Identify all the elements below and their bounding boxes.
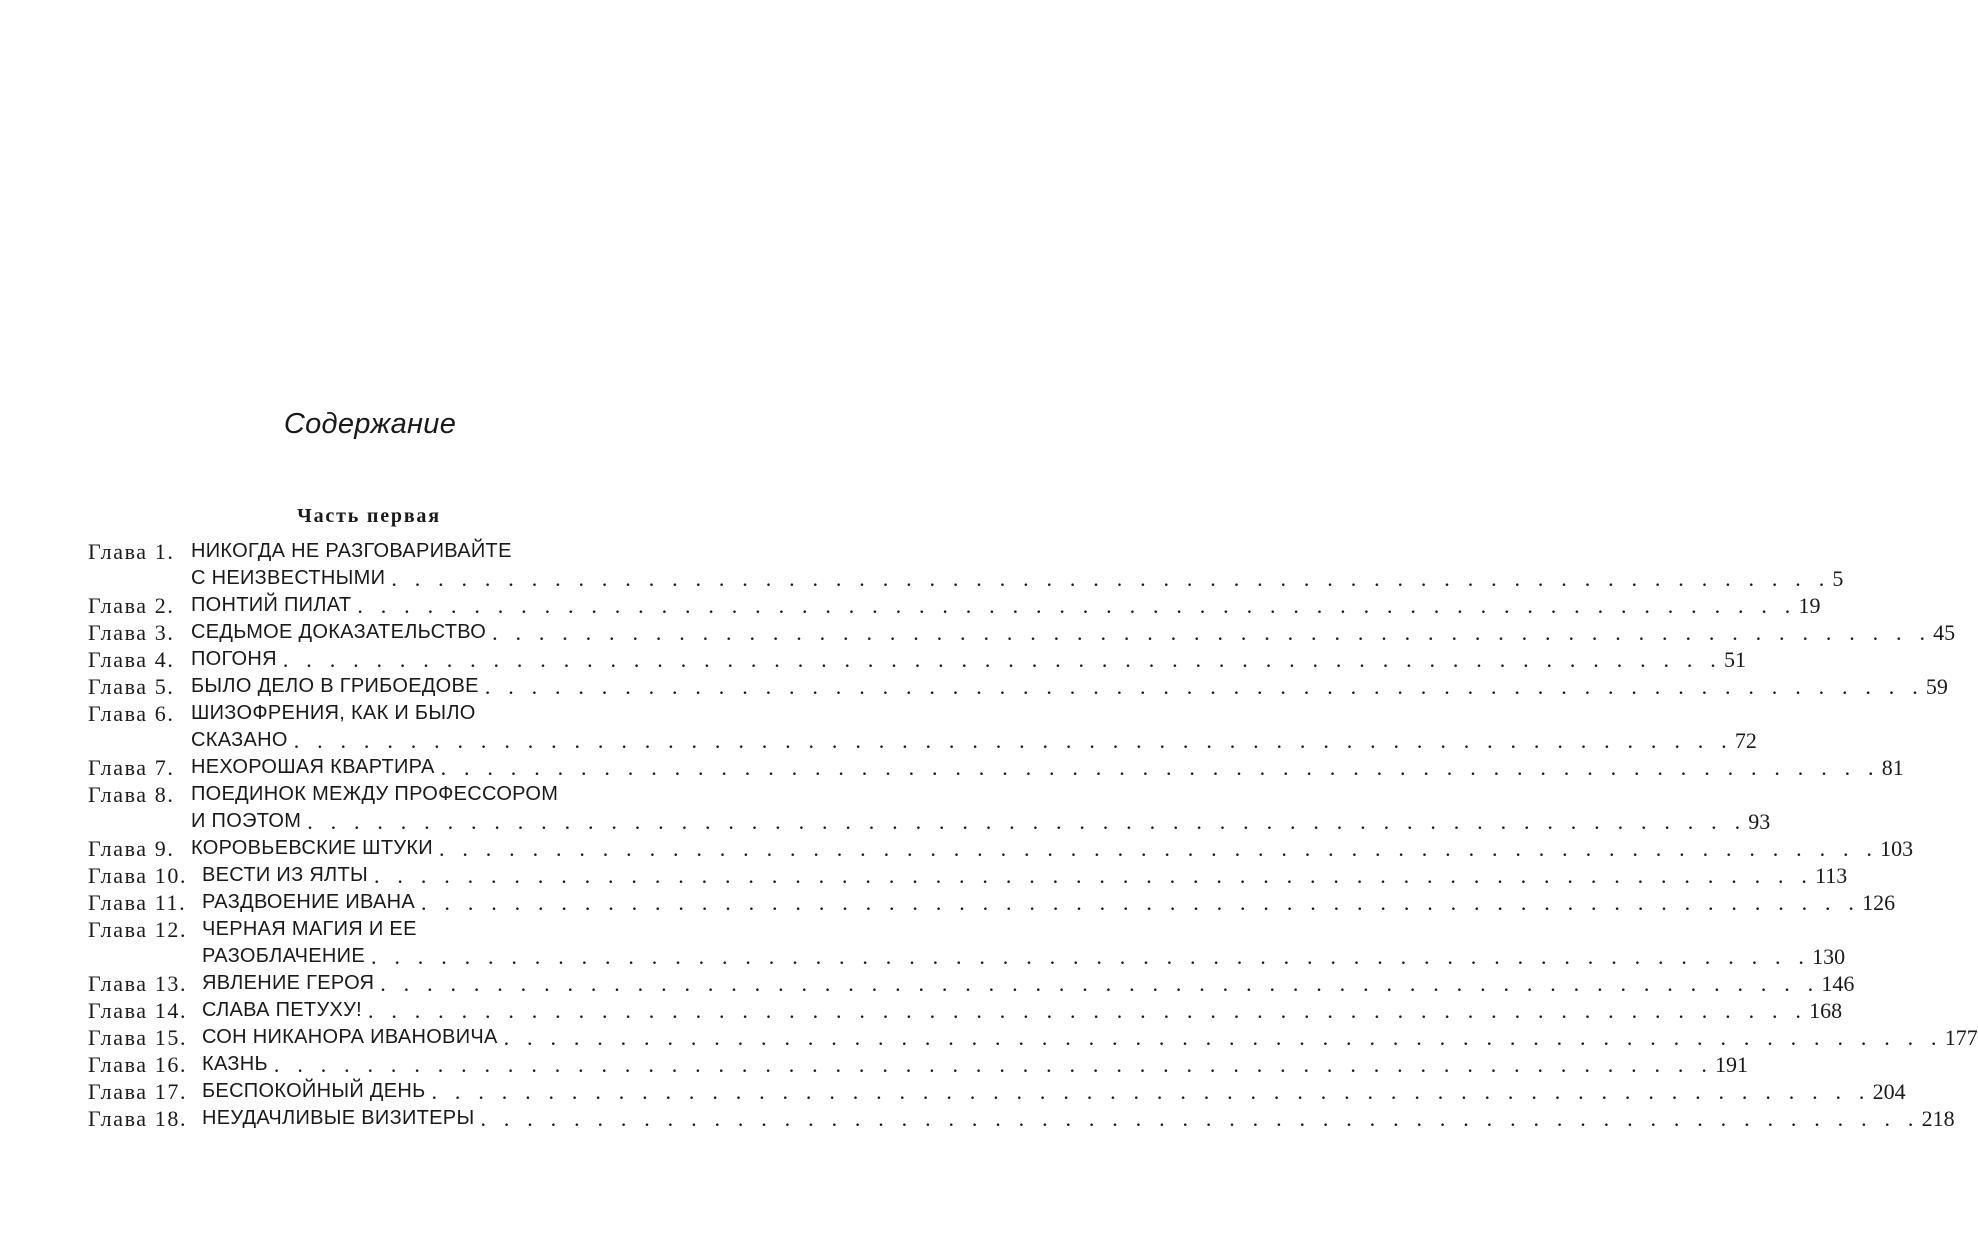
chapter-title-line: [191, 673, 1948, 700]
chapter-title-line: [191, 835, 1914, 862]
toc-entry[interactable]: [88, 970, 1855, 997]
page-number: 51: [1724, 647, 1746, 672]
toc-line: [88, 1024, 1978, 1051]
leader-dots: . . . . . . . . . . . . . . . . . . . . . . . . . . . . . . . . . . . . . . . . . . . . . . . . . . . . . . . . . . . . . .: [503, 1025, 1943, 1050]
chapter-title: ЧЕРНАЯ МАГИЯ И ЕЕ: [202, 918, 417, 940]
toc-line: [88, 619, 1956, 646]
chapter-title-line: [191, 646, 1746, 673]
chapter-label: Глава 2.: [88, 593, 175, 618]
chapter-label: Глава 16.: [88, 1052, 188, 1077]
chapter-title: ПОГОНЯ: [191, 648, 277, 670]
chapter-title-line: [202, 1024, 1978, 1051]
page-number: 168: [1809, 998, 1843, 1023]
chapter-title-line: [191, 619, 1956, 646]
toc-entry[interactable]: [88, 619, 1956, 646]
chapter-title: ШИЗОФРЕНИЯ, КАК И БЫЛО: [191, 702, 476, 724]
chapter-label: Глава 3.: [88, 620, 175, 645]
leader-dots: . . . . . . . . . . . . . . . . . . . . . . . . . . . . . . . . . . . . . . . . . . . . . . . . . . . . . . . . . . . . . .: [374, 863, 1814, 888]
chapter-title-line: [202, 1078, 1906, 1105]
toc-line: [88, 700, 644, 727]
toc-entry[interactable]: [88, 592, 1821, 619]
leader-dots: . . . . . . . . . . . . . . . . . . . . . . . . . . . . . . . . . . . . . . . . . . . . . . . . . . . . . . . . . . . . . .: [480, 1106, 1920, 1131]
chapter-title: И ПОЭТОМ: [191, 810, 302, 832]
toc-entry[interactable]: [88, 916, 1846, 970]
chapter-title-line: [202, 1051, 1749, 1078]
toc-entry[interactable]: [88, 673, 1948, 700]
toc-entry[interactable]: [88, 1051, 1749, 1078]
chapter-label: Глава 10.: [88, 863, 188, 888]
toc-entry[interactable]: [88, 1024, 1978, 1051]
toc-line: [88, 1105, 1955, 1132]
toc-entry[interactable]: [88, 700, 1757, 754]
toc-line: [88, 646, 1746, 673]
toc-line: [88, 565, 1844, 592]
toc-line: [88, 916, 644, 943]
leader-dots: . . . . . . . . . . . . . . . . . . . . . . . . . . . . . . . . . . . . . . . . . . . . . . . . . . . . . . . . . . . . . .: [484, 674, 1924, 699]
toc-line: [88, 538, 644, 565]
page-number: 93: [1748, 809, 1771, 834]
toc-line: [88, 889, 1896, 916]
chapter-title: ВЕСТИ ИЗ ЯЛТЫ: [202, 864, 369, 886]
leader-dots: . . . . . . . . . . . . . . . . . . . . . . . . . . . . . . . . . . . . . . . . . . . . . . . . . . . . . . . . . . . . . .: [273, 1052, 1714, 1077]
leader-dots: . . . . . . . . . . . . . . . . . . . . . . . . . . . . . . . . . . . . . . . . . . . . . . . . . . . . . . . . . . . . . .: [307, 809, 1747, 834]
page-number: 218: [1921, 1106, 1955, 1131]
chapter-title-line: [191, 808, 1771, 835]
toc-entry[interactable]: [88, 646, 1746, 673]
toc-line: [88, 808, 1771, 835]
chapter-title-line: [191, 781, 644, 808]
chapter-title-line: [202, 943, 1846, 970]
chapter-label: Глава 9.: [88, 836, 175, 861]
chapter-title: НИКОГДА НЕ РАЗГОВАРИВАЙТЕ: [191, 540, 512, 562]
chapter-label: Глава 1.: [88, 539, 175, 564]
toc-line: [88, 1051, 1749, 1078]
page-number: 191: [1715, 1052, 1749, 1077]
page-number: 177: [1944, 1025, 1978, 1050]
chapter-title: НЕУДАЧЛИВЫЕ ВИЗИТЕРЫ: [202, 1107, 475, 1129]
leader-dots: . . . . . . . . . . . . . . . . . . . . . . . . . . . . . . . . . . . . . . . . . . . . . . . . . . . . . . . . . . . . . .: [293, 728, 1733, 753]
part-title: Часть первая: [297, 505, 441, 527]
chapter-title: СОН НИКАНОРА ИВАНОВИЧА: [202, 1026, 498, 1048]
chapter-label: Глава 7.: [88, 755, 175, 780]
toc-line: [88, 673, 1948, 700]
leader-dots: . . . . . . . . . . . . . . . . . . . . . . . . . . . . . . . . . . . . . . . . . . . . . . . . . . . . . . . . . . . . . .: [421, 890, 1861, 915]
chapter-title-line: [191, 565, 1844, 592]
toc-line: [88, 727, 1757, 754]
toc-line: [88, 997, 1843, 1024]
page-number: 130: [1812, 944, 1846, 969]
toc-line: [88, 835, 1914, 862]
chapter-title: ЯВЛЕНИЕ ГЕРОЯ: [202, 972, 375, 994]
chapter-title-line: [191, 727, 1757, 754]
page-number: 204: [1872, 1079, 1906, 1104]
chapter-label: Глава 4.: [88, 647, 175, 672]
chapter-title-line: [191, 538, 644, 565]
chapter-title-line: [202, 862, 1848, 889]
chapter-label: Глава 14.: [88, 998, 188, 1023]
toc-line: [88, 781, 644, 808]
toc-entry[interactable]: [88, 781, 1771, 835]
chapter-label: Глава 11.: [88, 890, 187, 915]
leader-dots: . . . . . . . . . . . . . . . . . . . . . . . . . . . . . . . . . . . . . . . . . . . . . . . . . . . . . . . . . . . . . .: [431, 1079, 1871, 1104]
toc-line: [88, 754, 1904, 781]
toc-line: [88, 970, 1855, 997]
page-number: 126: [1862, 890, 1896, 915]
page-number: 72: [1734, 728, 1757, 753]
toc-entry[interactable]: [88, 862, 1848, 889]
chapter-title: БЕСПОКОЙНЫЙ ДЕНЬ: [202, 1080, 426, 1102]
chapter-label: Глава 8.: [88, 782, 175, 807]
chapter-title-line: [202, 1105, 1955, 1132]
chapter-label: Глава 12.: [88, 917, 188, 942]
page-title: Содержание: [283, 408, 457, 440]
chapter-label: Глава 15.: [88, 1025, 188, 1050]
chapter-title: СЛАВА ПЕТУХУ!: [202, 999, 362, 1021]
chapter-title: РАЗОБЛАЧЕНИЕ: [202, 945, 365, 967]
leader-dots: . . . . . . . . . . . . . . . . . . . . . . . . . . . . . . . . . . . . . . . . . . . . . . . . . . . . . . . . . . . . . .: [391, 566, 1831, 591]
chapter-title: СКАЗАНО: [191, 729, 288, 751]
toc-entry[interactable]: [88, 1078, 1906, 1105]
chapter-title: КОРОВЬЕВСКИЕ ШТУКИ: [191, 837, 433, 859]
toc-entry[interactable]: [88, 1105, 1955, 1132]
leader-dots: . . . . . . . . . . . . . . . . . . . . . . . . . . . . . . . . . . . . . . . . . . . . . . . . . . . . . . . . . . . . . .: [371, 944, 1811, 969]
chapter-title-line: [191, 700, 644, 727]
toc-line: [88, 862, 1848, 889]
page-number: 103: [1880, 836, 1914, 861]
table-of-contents: [88, 538, 1978, 1132]
leader-dots: . . . . . . . . . . . . . . . . . . . . . . . . . . . . . . . . . . . . . . . . . . . . . . . . . . . . . . . . . . . . . .: [357, 593, 1797, 618]
chapter-title: НЕХОРОШАЯ КВАРТИРА: [191, 756, 435, 778]
chapter-label: Глава 6.: [88, 701, 175, 726]
chapter-label: Глава 5.: [88, 674, 175, 699]
chapter-title: СЕДЬМОЕ ДОКАЗАТЕЛЬСТВО: [191, 621, 487, 643]
chapter-title-line: [191, 592, 1821, 619]
chapter-label: Глава 17.: [88, 1079, 188, 1104]
leader-dots: . . . . . . . . . . . . . . . . . . . . . . . . . . . . . . . . . . . . . . . . . . . . . . . . . . . . . . . . . . . . . .: [282, 647, 1722, 672]
toc-entry[interactable]: [88, 997, 1843, 1024]
leader-dots: . . . . . . . . . . . . . . . . . . . . . . . . . . . . . . . . . . . . . . . . . . . . . . . . . . . . . . . . . . . . . .: [438, 836, 1879, 861]
toc-line: [88, 592, 1821, 619]
page-number: 5: [1832, 566, 1844, 591]
page-number: 45: [1933, 620, 1956, 645]
toc-line: [88, 943, 1846, 970]
leader-dots: . . . . . . . . . . . . . . . . . . . . . . . . . . . . . . . . . . . . . . . . . . . . . . . . . . . . . . . . . . . . . .: [440, 755, 1880, 780]
page-number: 59: [1925, 674, 1948, 699]
page-number: 113: [1815, 863, 1848, 888]
chapter-title: КАЗНЬ: [202, 1053, 268, 1075]
chapter-label: Глава 13.: [88, 971, 188, 996]
toc-line: [88, 1078, 1906, 1105]
chapter-title-line: [202, 997, 1843, 1024]
chapter-title-line: [191, 754, 1904, 781]
chapter-title: ПОНТИЙ ПИЛАТ: [191, 594, 352, 616]
chapter-title-line: [202, 889, 1896, 916]
toc-entry[interactable]: [88, 835, 1914, 862]
leader-dots: . . . . . . . . . . . . . . . . . . . . . . . . . . . . . . . . . . . . . . . . . . . . . . . . . . . . . . . . . . . . . .: [380, 971, 1820, 996]
page-number: 19: [1798, 593, 1821, 618]
chapter-title-line: [202, 916, 644, 943]
chapter-label: Глава 18.: [88, 1106, 188, 1131]
leader-dots: . . . . . . . . . . . . . . . . . . . . . . . . . . . . . . . . . . . . . . . . . . . . . . . . . . . . . . . . . . . . . .: [367, 998, 1808, 1023]
chapter-title: ПОЕДИНОК МЕЖДУ ПРОФЕССОРОМ: [191, 783, 559, 805]
toc-entry[interactable]: [88, 538, 1844, 592]
toc-entry[interactable]: [88, 754, 1904, 781]
page-number: 81: [1881, 755, 1904, 780]
chapter-title-line: [202, 970, 1855, 997]
leader-dots: . . . . . . . . . . . . . . . . . . . . . . . . . . . . . . . . . . . . . . . . . . . . . . . . . . . . . . . . . . . . . .: [492, 620, 1932, 645]
chapter-title: БЫЛО ДЕЛО В ГРИБОЕДОВЕ: [191, 675, 479, 697]
toc-entry[interactable]: [88, 889, 1896, 916]
chapter-title: С НЕИЗВЕСТНЫМИ: [191, 567, 386, 589]
page-number: 146: [1821, 971, 1855, 996]
chapter-title: РАЗДВОЕНИЕ ИВАНА: [202, 891, 416, 913]
